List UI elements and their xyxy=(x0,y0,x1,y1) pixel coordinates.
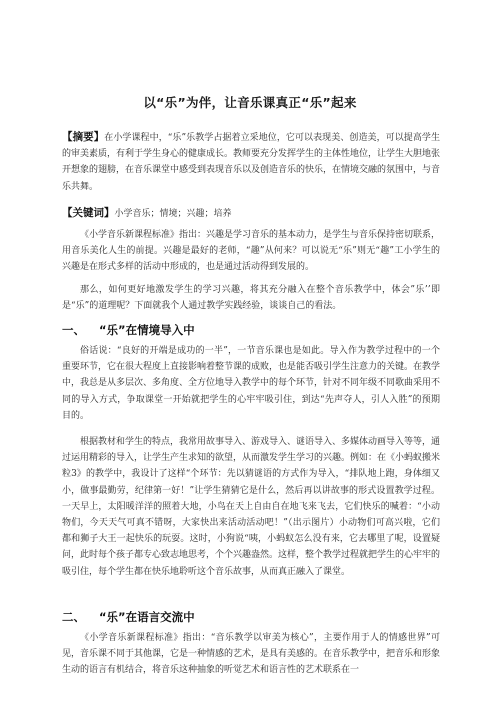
section-heading-text: “乐”在情境导入中 xyxy=(99,323,195,337)
section-1-body xyxy=(62,343,440,580)
intro-paragraph: 《小学音乐新课程标准》指出：兴趣是学习音乐的基本动力，是学生与音乐保持密切联系，用音乐美化人生的前提。兴趣是最好的老师，“趣”从何来？可以说无“乐”则无“趣”工小学生的兴趣是在形式多样的活动中形成的，也是通过活动得到发展的。 xyxy=(62,230,441,273)
section-heading-text: “乐”在语言交流中 xyxy=(99,610,195,624)
abstract-paragraph xyxy=(62,129,440,195)
keywords xyxy=(62,205,440,222)
page-title: 以“乐”为伴，让音乐课真正“乐”起来 xyxy=(143,95,357,110)
section-2-body xyxy=(62,630,440,679)
section-number: 二、 xyxy=(62,610,85,624)
abstract xyxy=(62,129,440,195)
intro xyxy=(62,227,440,314)
section-heading xyxy=(62,322,195,338)
abstract-text: 在小学课程中，“乐”乐教学占据着立采地位，它可以表现美、创造美，可以提高学生的审美素质，有利于学生身心的健康成长。教师要充分发挥学生的主体性地位，让学生大胆地张开想象的翅膀，在音乐课堂中感受到表现音乐以及创造音乐的快乐，在情境交融的氛围中，与音乐共舞。 xyxy=(62,133,441,192)
keywords-text: 小学音乐；情境；兴趣；培养 xyxy=(114,209,232,219)
body-paragraph: 《小学音乐新课程标准》指出：“音乐教学以审美为核心”，主要作用于人的情感世界”可见，音乐课不同于其他课，它是一种情感的艺术，是具有美感的。在音乐教学中，把音乐和形象生动的语言有机结合，将音乐这种抽象的听觉艺术和语言性的艺术联系在一 xyxy=(62,633,441,676)
section-number: 一、 xyxy=(62,323,85,337)
abstract-label: 【摘要】 xyxy=(62,131,105,143)
body-paragraph: 俗话说：“良好的开端是成功的一半”，一节音乐课也是如此。导入作为教学过程中的一个重要环节，它在很大程度上直接影响着整节课的成败，也是能否吸引学生注意力的关键。在教学中，我总是从多层次、多角度、全方位地导入教学中的每个环节，针对不同年级不同歌曲采用不同的导入方式，争取课堂一开始就把学生的心牢牢吸引住，到达“先声夺人，引人入胜”的预期目的。 xyxy=(62,346,441,421)
keywords-paragraph xyxy=(62,205,440,222)
keywords-label: 【关键词】 xyxy=(62,207,115,219)
section-heading xyxy=(62,609,195,625)
body-paragraph: 根据教材和学生的特点，我常用故事导入、游戏导入、谜语导入、多媒体动画导入等等，通过运用精彩的导入，让学生产生求知的欲望，从而激发学生学习的兴趣。例如：在《小蚂蚁搬米粒3》的教学中，我设计了这样“个环节：先以猜谜语的方式作为导入，“排队地上跑，身体细又小，做事最勤劳，纪律第一好！”让学生猜猜它是什么，然后再以讲故事的形式设置教学过程。一天早上，太阳暖洋洋的照着大地，小鸟在天上自由自在地飞来飞去，它们快乐的喊着：“小动物们，今天天气可真不错呀，大家快出来活动活动吧！”（出示图片）小动物们可高兴啦，它们都和狮子大王一起快乐的玩耍。这时，小狗说“咦，小蚂蚁怎么没有来，它去哪里了呢，设置疑问，此时每个孩子都专心致志地思考，个个兴趣盎然。这样，整个教学过程就把学生的心牢牢的吸引住，每个学生都在快乐地聆听这个音乐故事，从而真正融入了课堂。 xyxy=(62,437,441,577)
intro-paragraph: 那么，如何更好地激发学生的学习兴趣，将其充分融入在整个音乐教学中，体会”乐’’即是“乐”的道理呢？下面就我个人通过教学实践经验，谈谈自己的看法。 xyxy=(62,284,440,311)
